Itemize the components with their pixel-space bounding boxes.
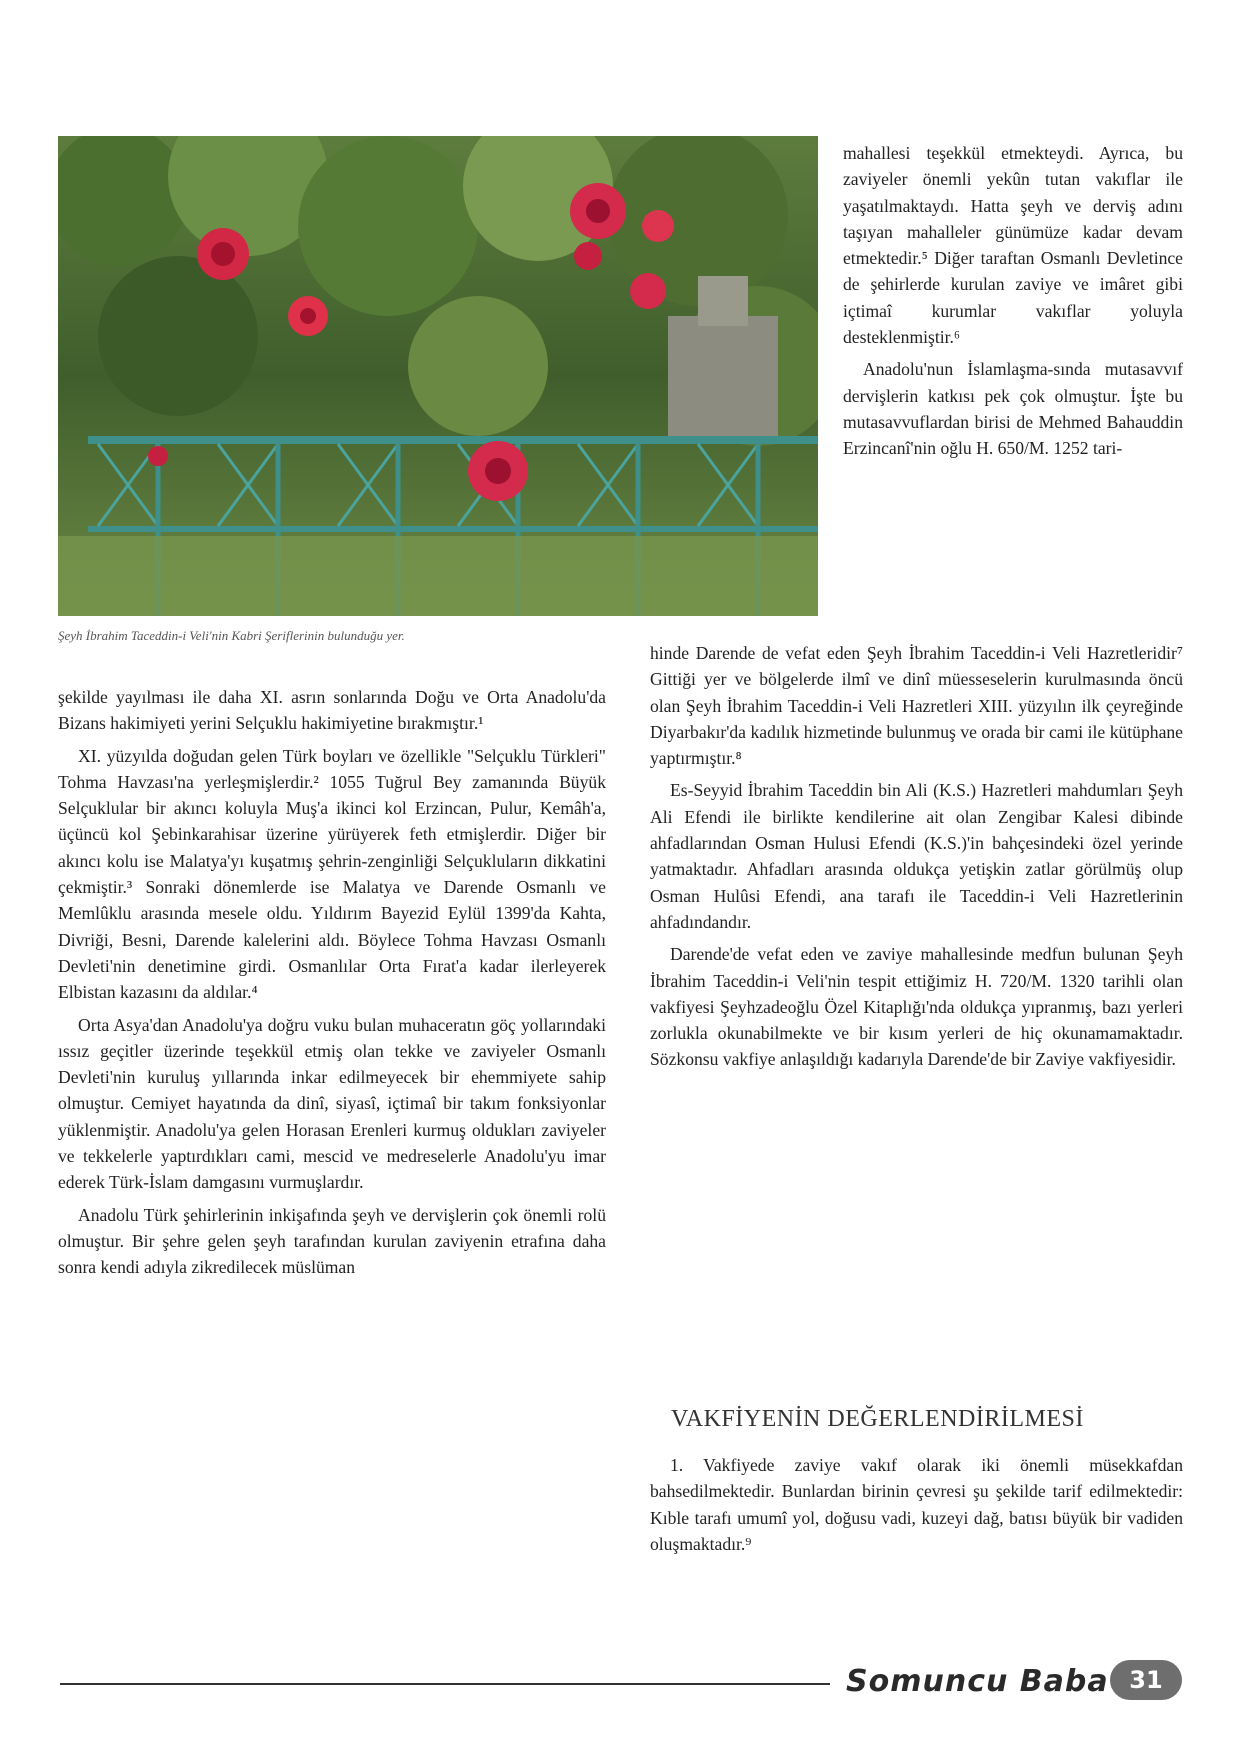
section-body	[650, 1452, 1183, 1563]
paragraph: Anadolu'nun İslamlaşma-sında mutasavvıf dervişlerin katkısı pek çok olmuştur. İşte bu mutasavvuflardan birisi de Mehmed Bahauddin Erzincanî'nin oğlu H. 650/M. 1252 tari-	[843, 359, 1183, 459]
paragraph: XI. yüzyılda doğudan gelen Türk boyları ve özellikle "Selçuklu Türkleri" Tohma Havzası'na yerleşmişlerdir.² 1055 Tuğrul Bey zamanında Büyük Selçuklular bir akıncı koluyla Muş'a ikinci kol Erzincan, Pulur, Kemâh'a, üçüncü kol Şebinkarahisar üzerine yürüyerek feth etmişlerdir. Diğer bir akıncı kolu ise Malatya'yı kuşatmış şehrin-zenginliği Selçukluların dikkatini çekmiştir.³ Sonraki dönemlerde ise Malatya ve Darende Osmanlı ve Memlûklu arasında mesele oldu. Yıldırım Bayezid Eylül 1399'da Kahta, Divriği, Besni, Darende kalelerini aldı. Böylece Tohma Havzası Osmanlı Devleti'nin denetimine girdi. Osmanlılar Orta Fırat'a kadar ilerleyerek Elbistan kazasını da aldılar.⁴	[58, 745, 606, 1003]
photo-caption: Şeyh İbrahim Taceddin-i Veli'nin Kabri Şeriflerinin bulunduğu yer.	[58, 628, 405, 643]
left-column	[58, 684, 606, 1287]
paragraph: hinde Darende de vefat eden Şeyh İbrahim Taceddin-i Veli Hazretleridir⁷ Gittiği yer ve bölgelerde ilmî ve dinî müesseselerin kurulmasında öncü olan Şeyh İbrahim Taceddin-i Veli Hazretleri XIII. yüzyılın ilk çeyreğinde Diyarbakır'da kadılık hizmetinde bulunmuş ve orada bir cami ile kütüphane yaptırmıştır.⁸	[650, 643, 1183, 769]
right-column	[650, 640, 1183, 1079]
right-top-column	[843, 140, 1183, 468]
paragraph: Orta Asya'dan Anadolu'ya doğru vuku bulan muhaceratın göç yollarındaki ıssız geçitler üzerinde teşekkül etmiş olan tekke ve zaviyeler Osmanlı Devleti'nin kuruluş yıllarında inkar edilmeyecek bir ehemmiyete sahip olmuştur. Cemiyet hayatında da dinî, siyasî, içtimaî bir takım fonksiyonlar yüklenmiştir. Anadolu'ya gelen Horasan Erenleri kurmuş oldukları zaviyeler ve tekkelerle yaptırdıkları cami, mescid ve medreselerle Anadolu'yu imar ederek Türk-İslam damgasını vurmuşlardır.	[58, 1014, 606, 1193]
paragraph: Es-Seyyid İbrahim Taceddin bin Ali (K.S.) Hazretleri mahdumları Şeyh Ali Efendi ile birlikte kendilerine ait olan Zengibar Kalesi dibinde ahfadlarından Osman Hulusi Efendi (K.S.)'in bahçesindeki özel yerinde yatmaktadır. Ahfadları arasında oldukça yetişkin zatlar görülmüş olup Osman Hulûsi Efendi, ana tarafı ile Taceddin-i Veli Hazretlerinin ahfadındandır.	[650, 780, 1183, 932]
paragraph: 1. Vakfiyede zaviye vakıf olarak iki önemli müsekkafdan bahsedilmektedir. Bunlardan birinin çevresi şu şekilde tarif edilmektedir: Kıble tarafı umumî yol, doğusu vadi, kuzeyi dağ, batısı büyük bir vadiden oluşmaktadır.⁹	[650, 1455, 1183, 1554]
garden-photo	[58, 136, 818, 616]
section-title: VAKFİYENİN DEĞERLENDİRİLMESİ	[671, 1406, 1084, 1432]
footer-rule	[60, 1683, 830, 1685]
paragraph: Anadolu Türk şehirlerinin inkişafında şeyh ve dervişlerin çok önemli rolü olmuştur. Bir şehre gelen şeyh tarafından kurulan zaviyenin etrafına daha sonra kendi adıyla zikredilecek müslüman	[58, 1204, 606, 1278]
paragraph: mahallesi teşekkül etmekteydi. Ayrıca, bu zaviyeler önemli yekûn tutan vakıflar ile yaşatılmaktaydı. Hatta şeyh ve derviş adını taşıyan mahalleler günümüze kadar devam etmektedir.⁵ Diğer taraftan Osmanlı Devletince de şehirlerde kurulan zaviye ve imâret gibi içtimaî kurumlar vakıflar yoluyla desteklenmiştir.⁶	[843, 143, 1183, 348]
paragraph: Darende'de vefat eden ve zaviye mahallesinde medfun bulunan Şeyh İbrahim Taceddin-i Veli'nin tespit ettiğimiz H. 720/M. 1320 tarihli olan vakfiyesi Şeyhzadeoğlu Özel Kitaplığı'nda oldukça yıpranmış, bazı yerleri zorlukla okunabilmekte ve bir kısım yerleri de hiç okunamamaktadır. Sözkonsu vakfiye anlaşıldığı kadarıyla Darende'de bir Zaviye vakfiyesidir.	[650, 944, 1183, 1070]
paragraph: şekilde yayılması ile daha XI. asrın sonlarında Doğu ve Orta Anadolu'da Bizans hakimiyeti yerini Selçuklu hakimiyetine bırakmıştır.¹	[58, 687, 606, 734]
garden-illustration	[58, 136, 818, 616]
page-number: 31	[1110, 1660, 1182, 1700]
magazine-brand: Somuncu Baba	[846, 1664, 1109, 1699]
